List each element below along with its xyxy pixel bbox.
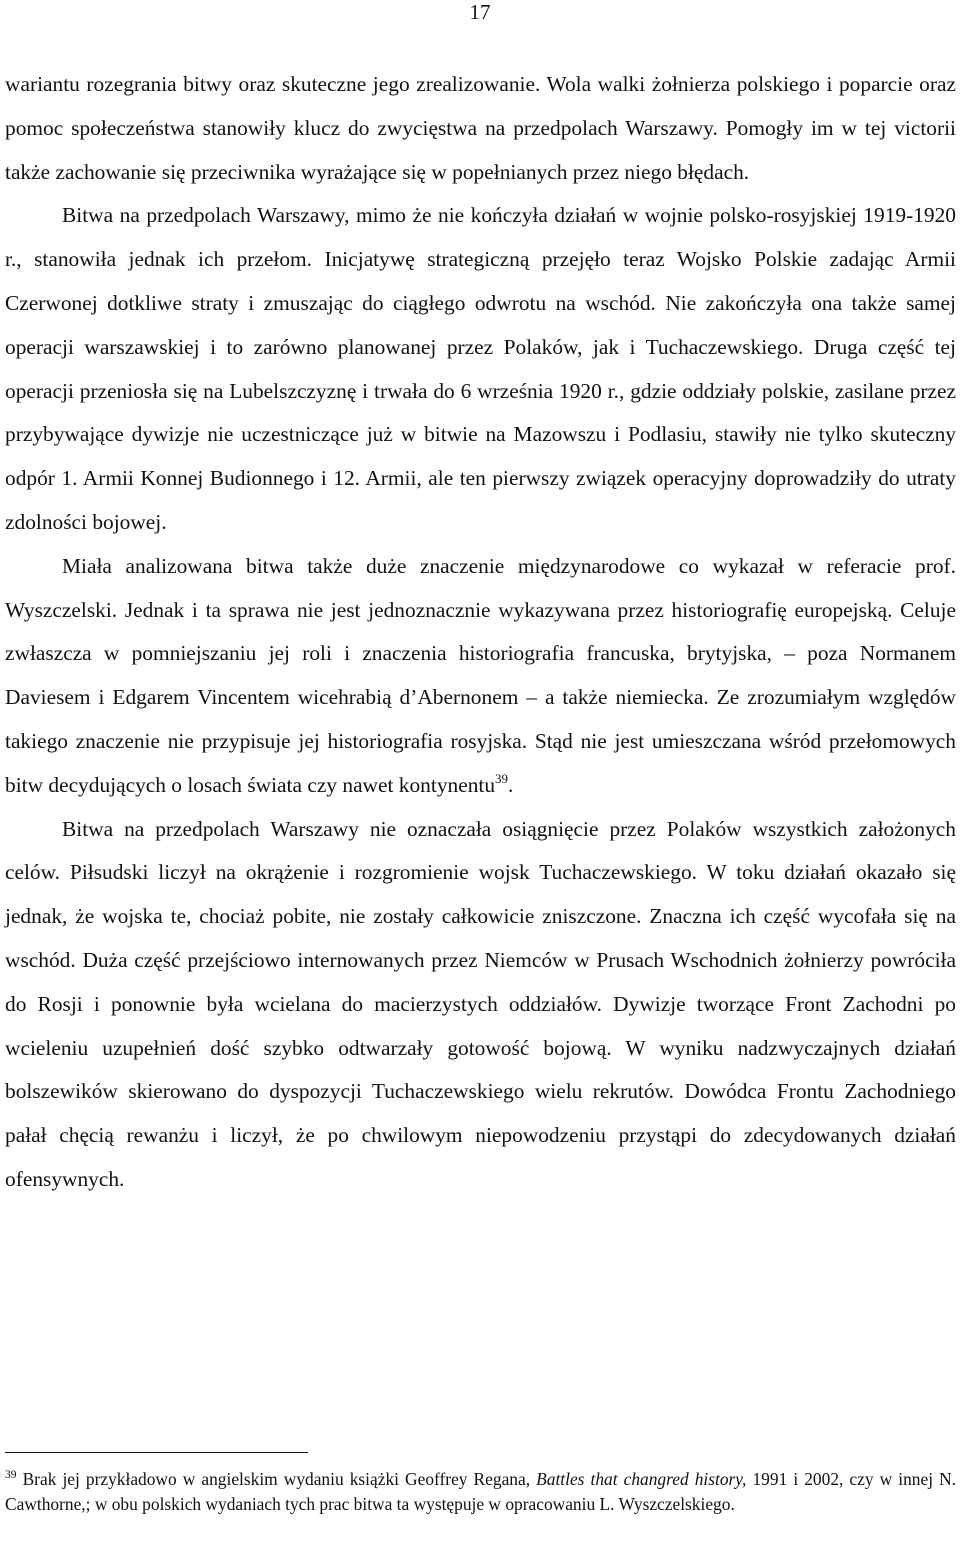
footnote-text-after: 1991 i 2002, czy w innej N. Cawthorne,; w obu polskich wydaniach tych prac bitwa ta występuje w opracowaniu L. Wyszczelskiego. (5, 1469, 956, 1514)
paragraph-1: wariantu rozegrania bitwy oraz skuteczne jego zrealizowanie. Wola walki żołnierza polskiego i poparcie oraz pomoc społeczeństwa stanowiły klucz do zwycięstwa na przedpolach Warszawy. Pomogły im w tej victorii także zachowanie się przeciwnika wyrażające się w popełnianych przez niego błędach. (5, 72, 956, 184)
footnote-39 (5, 1467, 956, 1516)
paragraph-3-text: Miała analizowana bitwa także duże znaczenie międzynarodowe co wykazał w referacie prof. Wyszczelski. Jednak i ta sprawa nie jest jednoznacznie wykazywana przez historiografię europejską. Celuje zwłaszcza w pomniejszaniu jej roli i znaczenia historiografia francuska, brytyjska, – poza Normanem Daviesem i Edgarem Vincentem wicehrabią d’Abernonem – a także niemiecka. Ze zrozumiałym względów takiego znaczenie nie przypisuje jej historiografia rosyjska. Stąd nie jest umieszczana wśród przełomowych bitw decydujących o losach świata czy nawet kontynentu (5, 553, 956, 797)
paragraph-3 (5, 545, 956, 808)
footnote-book-title: Battles that changred history, (536, 1469, 747, 1489)
paragraph-2: Bitwa na przedpolach Warszawy, mimo że nie kończyła działań w wojnie polsko-rosyjskiej 1919-1920 r., stanowiła jednak ich przełom. Inicjatywę strategiczną przejęło teraz Wojsko Polskie zadając Armii Czerwonej dotkliwe straty i zmuszając do ciągłego odwrotu na wschód. Nie zakończyła ona także samej operacji warszawskiej i to zarówno planowanej przez Polaków, jak i Tuchaczewskiego. Druga część tej operacji przeniosła się na Lubelszczyznę i trwała do 6 września 1920 r., gdzie oddziały polskie, zasilane przez przybywające dywizje nie uczestniczące już w bitwie na Mazowszu i Podlasiu, stawiły nie tylko skuteczny odpór 1. Armii Konnej Budionnego i 12. Armii, ale ten pierwszy związek operacyjny doprowadziły do utraty zdolności bojowej. (5, 203, 956, 534)
footnote (5, 1467, 956, 1516)
footnote-text-before: Brak jej przykładowo w angielskim wydaniu książki Geoffrey Regana, (22, 1469, 537, 1489)
footnote-separator (5, 1452, 308, 1453)
paragraph-4: Bitwa na przedpolach Warszawy nie oznaczała osiągnięcie przez Polaków wszystkich założonych celów. Piłsudski liczył na okrążenie i rozgromienie wojsk Tuchaczewskiego. W toku działań okazało się jednak, że wojska te, chociaż pobite, nie zostały całkowicie zniszczone. Znaczna ich część wycofała się na wschód. Duża część przejściowo internowanych przez Niemców w Prusach Wschodnich żołnierzy powróciła do Rosji i ponownie była wcielana do macierzystych oddziałów. Dywizje tworzące Front Zachodni po wcieleniu uzupełnień dość szybko odtwarzały gotowość bojową. W wyniku nadzwyczajnych działań bolszewików skierowano do dyspozycji Tuchaczewskiego wielu rekrutów. Dowódca Frontu Zachodniego pałał chęcią rewanżu i liczył, że po chwilowym niepowodzeniu przystąpi do zdecydowanych działań ofensywnych. (5, 816, 956, 1191)
footnote-reference[interactable]: 39 (495, 770, 509, 786)
page-number: 17 (469, 0, 491, 24)
paragraph-3-tail: . (508, 772, 514, 797)
footnote-number: 39 (5, 1469, 17, 1481)
main-text (5, 63, 956, 1202)
